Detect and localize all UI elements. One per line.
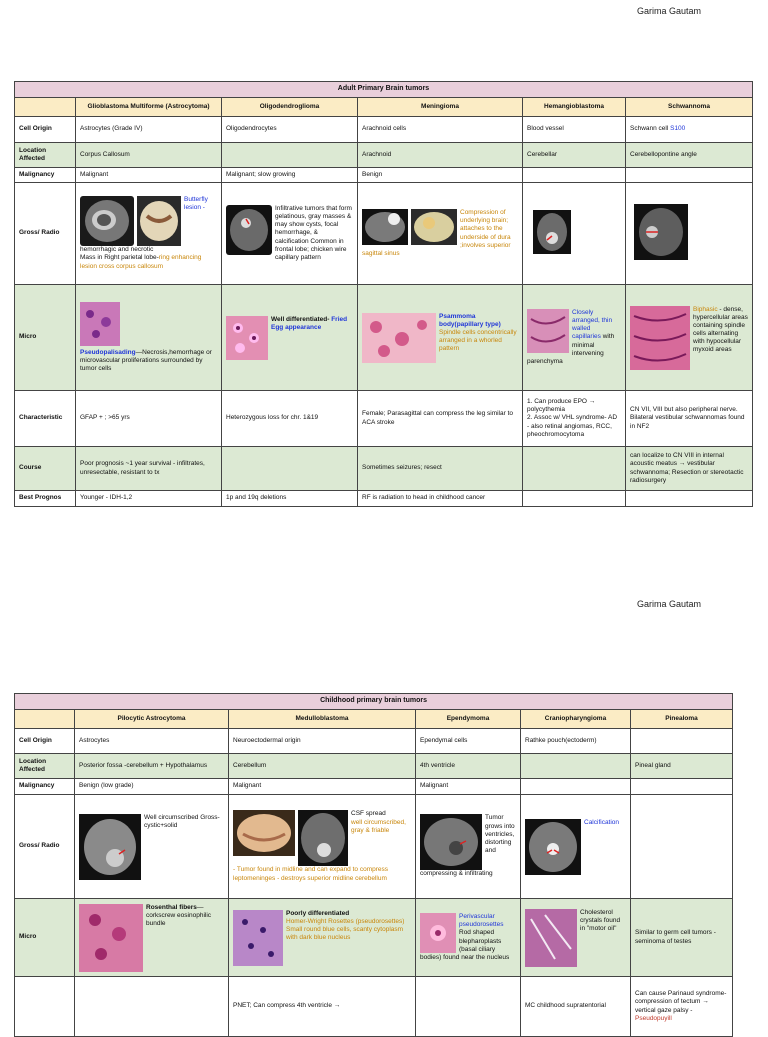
medullo-mri-image <box>298 810 348 866</box>
adult-header-3: Meningioma <box>358 98 523 117</box>
child-row-micro: Micro Rosenthal fibers—corkscrew eosinophilic bundle Poorly differentiated Homer-Wright Rosettes (pseudorosettes) Small round blue cells, scanty cytoplasm with dark blue nucleus Perivascular pseudorosettes Rod shaped blepharoplasts (basal ciliary bodies) found near the nucleus Cholesterol crystals found in "motor oil" Similar to germ cell tumors - seminoma of testes <box>15 899 733 977</box>
adult-header-1: Glioblastoma Multiforme (Astrocytoma) <box>76 98 222 117</box>
child-row-location: Location Affected Posterior fossa -cerebellum + Hypothalamus Cerebellum 4th ventricle Pineal gland <box>15 754 733 779</box>
schwannoma-histology-image <box>630 306 690 370</box>
cranio-histology-image <box>525 909 577 967</box>
adult-row-micro: Micro Pseudopalisading—Necrosis,hemorrhage or microvascular proliferations surrounded by tumor cells Well differentiated- Fried Egg appearance Psammoma body(papillary type) Spindle cells concentrically arranged in a whorled pattern Closely arranged, thin walled capillaries with minimal intervening parenchyma Biphasic - dense, hypercellular areas containing spindle cells alternating with hypocellular myxoid areas <box>15 285 753 391</box>
adult-row-malignancy: Malignancy Malignant Malignant; slow growing Benign <box>15 168 753 183</box>
medullo-histology-image <box>233 910 283 966</box>
medullo-gross-image <box>233 810 295 856</box>
child-row-gross: Gross/ Radio Well circumscribed Gross- cystic+solid CSF spread well circumscribed, gray & friable - Tumor found in midline and can expand to compress leptomeninges - destroys superior midline cerebellum Tumor grows into ventricles, distorting and compressing & infiltrating Calcification <box>15 795 733 899</box>
adult-row-characteristic: Characteristic GFAP + ; >65 yrs Heterozygous loss for chr. 1&19 Female; Parasagittal can compress the leg similar to ACA stroke 1. Can produce EPO → polycythemia 2. Assoc w/ VHL syndrome- AD - also retinal angiomas, RCC, pheochromocytoma CN VII, VIII but also peripheral nerve. Bilateral vestibular schwannomas found in NF2 <box>15 391 753 447</box>
pilocytic-histology-image <box>79 904 143 972</box>
hemangioblastoma-histology-image <box>527 309 569 353</box>
child-row-cell-origin: Cell Origin Astrocytes Neuroectodermal origin Ependymal cells Rathke pouch(ectoderm) <box>15 729 733 754</box>
child-row-malignancy: Malignancy Benign (low grade) Malignant Malignant <box>15 779 733 795</box>
adult-row-prognosis: Best Prognos Younger - IDH-1,2 1p and 19q deletions RF is radiation to head in childhood cancer <box>15 491 753 507</box>
child-row-characteristic: PNET; Can compress 4th ventricle → MC childhood supratentorial Can cause Parinaud syndrome- compression of tectum → vertical gaze palsy - Pseudopuyill <box>15 977 733 1037</box>
ependymoma-mri-image <box>420 814 482 870</box>
author-name-middle: Garima Gautam <box>637 599 702 609</box>
gross-brain-image <box>137 196 181 246</box>
child-tumors-table <box>14 693 733 1037</box>
meningioma-mri-image <box>362 209 408 245</box>
adult-row-cell-origin: Cell Origin Astrocytes (Grade IV) Oligodendrocytes Arachnoid cells Blood vessel Schwann cell S100 <box>15 117 753 143</box>
child-header-2: Medulloblastoma <box>229 710 416 729</box>
oligo-mri-image <box>226 205 272 255</box>
meningioma-gross-image <box>411 209 457 245</box>
adult-header-4: Hemangioblastoma <box>523 98 626 117</box>
schwannoma-mri-image <box>634 204 688 260</box>
oligo-histology-image <box>226 316 268 360</box>
adult-row-gross: Gross/ Radio Butterfly lesion - hemorrhagic and necrotic Mass in Right parietal lobe-ring enhancing lesion cross corpus callosum Infiltrative tumors that form gelatinous, gray masses & may show cysts, focal hemorrhage, & calcification Common in frontal lobe; chicken wire capillary pattern Compression of underlying brain; attaches to the underside of dura ;involves superior sagittal sinus <box>15 183 753 285</box>
adult-header-2: Oligodendroglioma <box>222 98 358 117</box>
child-header-5: Pinealoma <box>631 710 733 729</box>
child-header-1: Pilocytic Astrocytoma <box>75 710 229 729</box>
meningioma-histology-image <box>362 313 436 363</box>
pilocytic-ct-image <box>79 814 141 880</box>
mri-brain-image <box>80 196 134 246</box>
child-table-title: Childhood primary brain tumors <box>15 694 733 710</box>
cranio-ct-image <box>525 819 581 875</box>
child-header-3: Ependymoma <box>416 710 521 729</box>
author-name-top: Garima Gautam <box>637 6 702 16</box>
adult-header-5: Schwannoma <box>626 98 753 117</box>
adult-row-course: Course Poor prognosis ~1 year survival - infiltrates, unresectable, resistant to tx Sometimes seizures; resect can localize to CN VIII in internal acoustic meatus → vestibular schwannoma; Resection or stereotactic radiosurgery <box>15 447 753 491</box>
adult-tumors-table <box>14 81 753 507</box>
adult-row-location: Location Affected Corpus Callosum Arachnoid Cerebellar Cerebellopontine angle <box>15 143 753 168</box>
glioblastoma-histology-image <box>80 302 120 346</box>
hemangioblastoma-mri-image <box>533 210 571 254</box>
ependymoma-histology-image <box>420 913 456 953</box>
child-header-4: Craniopharyngioma <box>521 710 631 729</box>
adult-table-title: Adult Primary Brain tumors <box>15 82 753 98</box>
